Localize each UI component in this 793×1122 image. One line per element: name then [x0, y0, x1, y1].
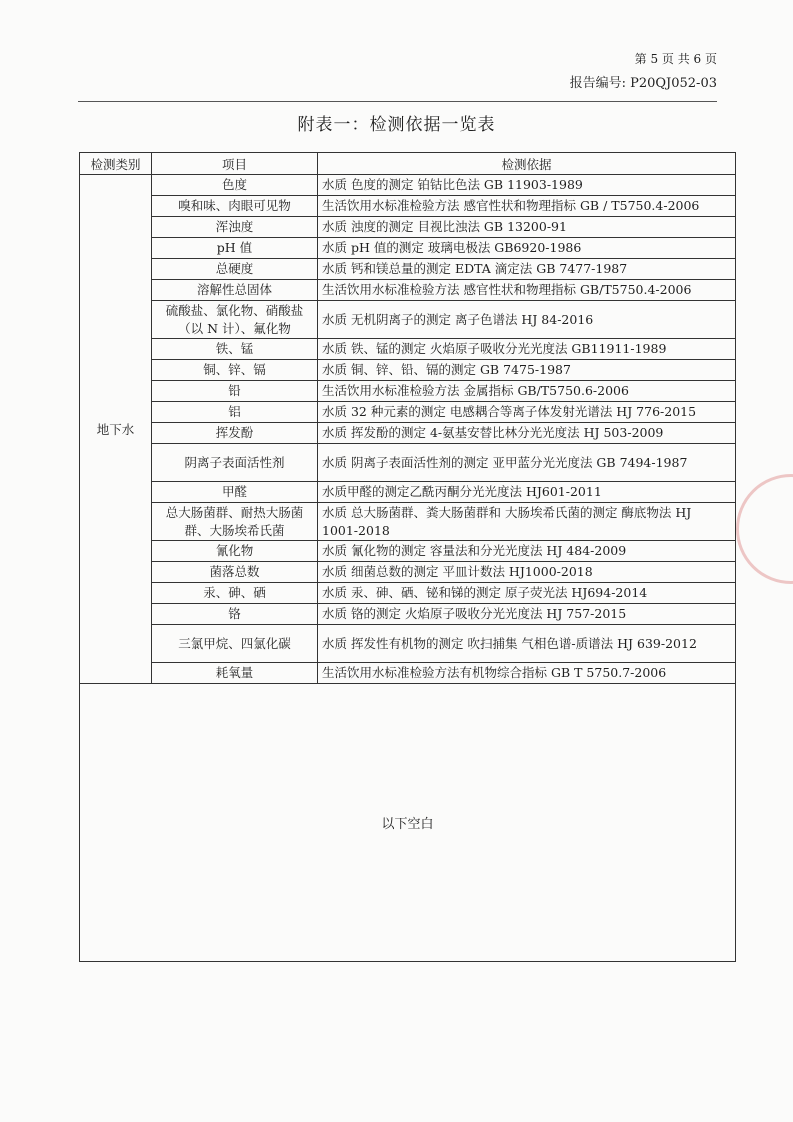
page-number: 第 5 页 共 6 页: [634, 52, 717, 66]
item-cell: 三氯甲烷、四氯化碳: [152, 625, 318, 663]
table-row: [80, 503, 736, 541]
table-row: [80, 625, 736, 663]
report-number: 报告编号: P20QJ052-03: [569, 76, 717, 91]
item-cell: 挥发酚: [152, 423, 318, 444]
table-row: [80, 196, 736, 217]
basis-cell: 水质 色度的测定 铂钴比色法 GB 11903-1989: [318, 175, 736, 196]
table-row: [80, 280, 736, 301]
column-header-category: 检测类别: [80, 153, 152, 175]
basis-cell: 水质 氰化物的测定 容量法和分光光度法 HJ 484-2009: [318, 541, 736, 562]
item-cell: 浑浊度: [152, 217, 318, 238]
table-row: [80, 562, 736, 583]
table-row: [80, 360, 736, 381]
table-header-row: [80, 153, 736, 175]
table-row: [80, 444, 736, 482]
table-row: [80, 663, 736, 684]
blank-row: [80, 684, 736, 962]
item-cell: pH 值: [152, 238, 318, 259]
blank-note: 以下空白: [381, 817, 434, 832]
document-title: 附表一：检测依据一览表: [297, 115, 496, 135]
table-row: [80, 301, 736, 339]
item-cell: 氰化物: [152, 541, 318, 562]
table-row: [80, 423, 736, 444]
table-row: [80, 339, 736, 360]
header-rule: [78, 101, 717, 102]
table-row: [80, 541, 736, 562]
detection-basis-table: [79, 152, 736, 962]
item-cell: 总硬度: [152, 259, 318, 280]
item-cell: 耗氧量: [152, 663, 318, 684]
basis-cell: 水质 细菌总数的测定 平皿计数法 HJ1000-2018: [318, 562, 736, 583]
table-row: [80, 217, 736, 238]
item-cell: 菌落总数: [152, 562, 318, 583]
basis-cell: 水质 钙和镁总量的测定 EDTA 滴定法 GB 7477-1987: [318, 259, 736, 280]
table-row: [80, 259, 736, 280]
basis-cell: 水质 铁、锰的测定 火焰原子吸收分光光度法 GB11911-1989: [318, 339, 736, 360]
basis-cell: 水质 浊度的测定 目视比浊法 GB 13200-91: [318, 217, 736, 238]
basis-cell: 水质 总大肠菌群、粪大肠菌群和 大肠埃希氏菌的测定 酶底物法 HJ 1001-2018: [318, 503, 736, 541]
basis-cell: 水质 pH 值的测定 玻璃电极法 GB6920-1986: [318, 238, 736, 259]
column-header-basis: 检测依据: [318, 153, 736, 175]
item-cell: 硫酸盐、氯化物、硝酸盐（以 N 计）、氟化物: [152, 301, 318, 339]
basis-cell: 水质 挥发酚的测定 4-氨基安替比林分光光度法 HJ 503-2009: [318, 423, 736, 444]
basis-cell: 水质 挥发性有机物的测定 吹扫捕集 气相色谱-质谱法 HJ 639-2012: [318, 625, 736, 663]
table-row: [80, 583, 736, 604]
basis-cell: 水质甲醛的测定乙酰丙酮分光光度法 HJ601-2011: [318, 482, 736, 503]
item-cell: 铁、锰: [152, 339, 318, 360]
basis-cell: 生活饮用水标准检验方法 金属指标 GB/T5750.6-2006: [318, 381, 736, 402]
category-cell: 地下水: [80, 175, 152, 684]
inspection-seal: [736, 474, 793, 584]
table-row: [80, 482, 736, 503]
basis-cell: 水质 无机阴离子的测定 离子色谱法 HJ 84-2016: [318, 301, 736, 339]
item-cell: 溶解性总固体: [152, 280, 318, 301]
basis-cell: 水质 汞、砷、硒、铋和锑的测定 原子荧光法 HJ694-2014: [318, 583, 736, 604]
item-cell: 总大肠菌群、耐热大肠菌群、大肠埃希氏菌: [152, 503, 318, 541]
table-row: [80, 381, 736, 402]
item-cell: 汞、砷、硒: [152, 583, 318, 604]
basis-cell: 水质 阴离子表面活性剂的测定 亚甲蓝分光光度法 GB 7494-1987: [318, 444, 736, 482]
table-body: [80, 175, 736, 962]
item-cell: 嗅和味、肉眼可见物: [152, 196, 318, 217]
table-row: [80, 604, 736, 625]
table-row: [80, 175, 736, 196]
basis-cell: 水质 铬的测定 火焰原子吸收分光光度法 HJ 757-2015: [318, 604, 736, 625]
item-cell: 铅: [152, 381, 318, 402]
item-cell: 铝: [152, 402, 318, 423]
column-header-item: 项目: [152, 153, 318, 175]
basis-cell: 生活饮用水标准检验方法有机物综合指标 GB T 5750.7-2006: [318, 663, 736, 684]
basis-cell: 水质 32 种元素的测定 电感耦合等离子体发射光谱法 HJ 776-2015: [318, 402, 736, 423]
basis-cell: 水质 铜、锌、铅、镉的测定 GB 7475-1987: [318, 360, 736, 381]
item-cell: 铬: [152, 604, 318, 625]
table-row: [80, 402, 736, 423]
basis-cell: 生活饮用水标准检验方法 感官性状和物理指标 GB/T5750.4-2006: [318, 280, 736, 301]
item-cell: 铜、锌、镉: [152, 360, 318, 381]
item-cell: 色度: [152, 175, 318, 196]
table-row: [80, 238, 736, 259]
basis-cell: 生活饮用水标准检验方法 感官性状和物理指标 GB / T5750.4-2006: [318, 196, 736, 217]
item-cell: 阴离子表面活性剂: [152, 444, 318, 482]
item-cell: 甲醛: [152, 482, 318, 503]
